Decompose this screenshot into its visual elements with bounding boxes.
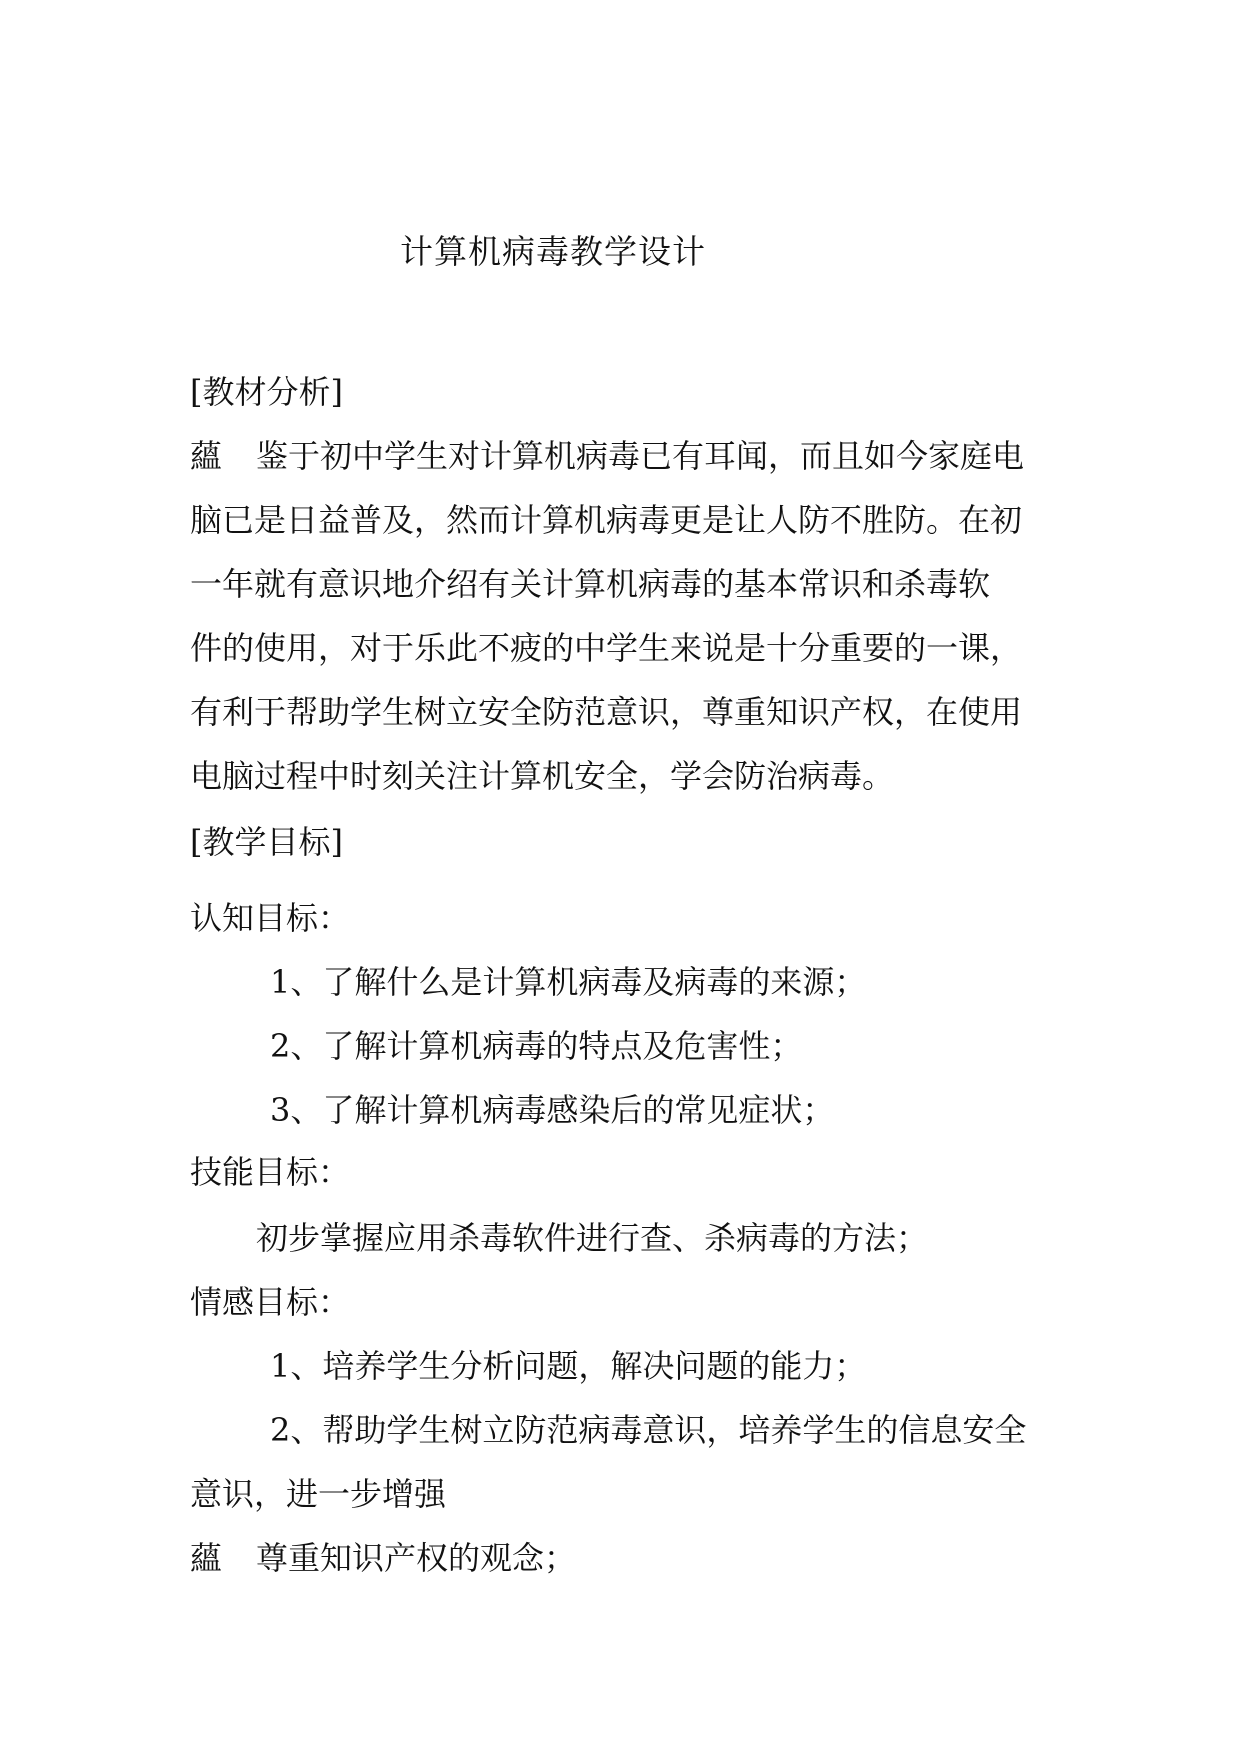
skill-goal-item: 初步掌握应用杀毒软件进行查、杀病毒的方法； <box>256 1219 929 1257</box>
cognitive-goals-heading: 认知目标： <box>190 899 351 937</box>
paragraph-marker: 蘊 <box>190 437 223 475</box>
paragraph-text: 鉴于初中学生对计算机病毒已有耳闻，而且如今家庭电 <box>256 437 1025 475</box>
section-heading-material-analysis: [教材分析] <box>190 373 343 411</box>
paragraph-line: 件的使用，对于乐此不疲的中学生来说是十分重要的一课， <box>190 629 1023 667</box>
paragraph-line: 一年就有意识地介绍有关计算机病毒的基本常识和杀毒软 <box>190 565 991 603</box>
cognitive-goal-item: 1、了解什么是计算机病毒及病毒的来源； <box>270 963 867 1001</box>
section-heading-teaching-goals: [教学目标] <box>190 823 343 861</box>
paragraph-text: 尊重知识产权的观念； <box>256 1539 577 1577</box>
emotion-goal-continuation: 意识，进一步增强 <box>190 1475 447 1513</box>
emotion-goals-heading: 情感目标： <box>190 1283 351 1321</box>
cognitive-goal-item: 2、了解计算机病毒的特点及危害性； <box>270 1027 803 1065</box>
paragraph-line: 电脑过程中时刻关注计算机安全，学会防治病毒。 <box>190 757 895 795</box>
cognitive-goal-item: 3、了解计算机病毒感染后的常见症状； <box>270 1091 835 1129</box>
document-title: 计算机病毒教学设计 <box>400 232 706 271</box>
emotion-goal-item: 2、帮助学生树立防范病毒意识，培养学生的信息安全 <box>270 1411 1027 1449</box>
paragraph-line: 脑已是日益普及，然而计算机病毒更是让人防不胜防。在初 <box>190 501 1023 539</box>
final-line <box>190 1538 576 1578</box>
paragraph-marker: 蘊 <box>190 1539 223 1577</box>
emotion-goal-item: 1、培养学生分析问题，解决问题的能力； <box>270 1347 867 1385</box>
skill-goals-heading: 技能目标： <box>190 1153 351 1191</box>
paragraph-line: 有利于帮助学生树立安全防范意识，尊重知识产权，在使用 <box>190 693 1023 731</box>
paragraph-line <box>190 436 1024 476</box>
